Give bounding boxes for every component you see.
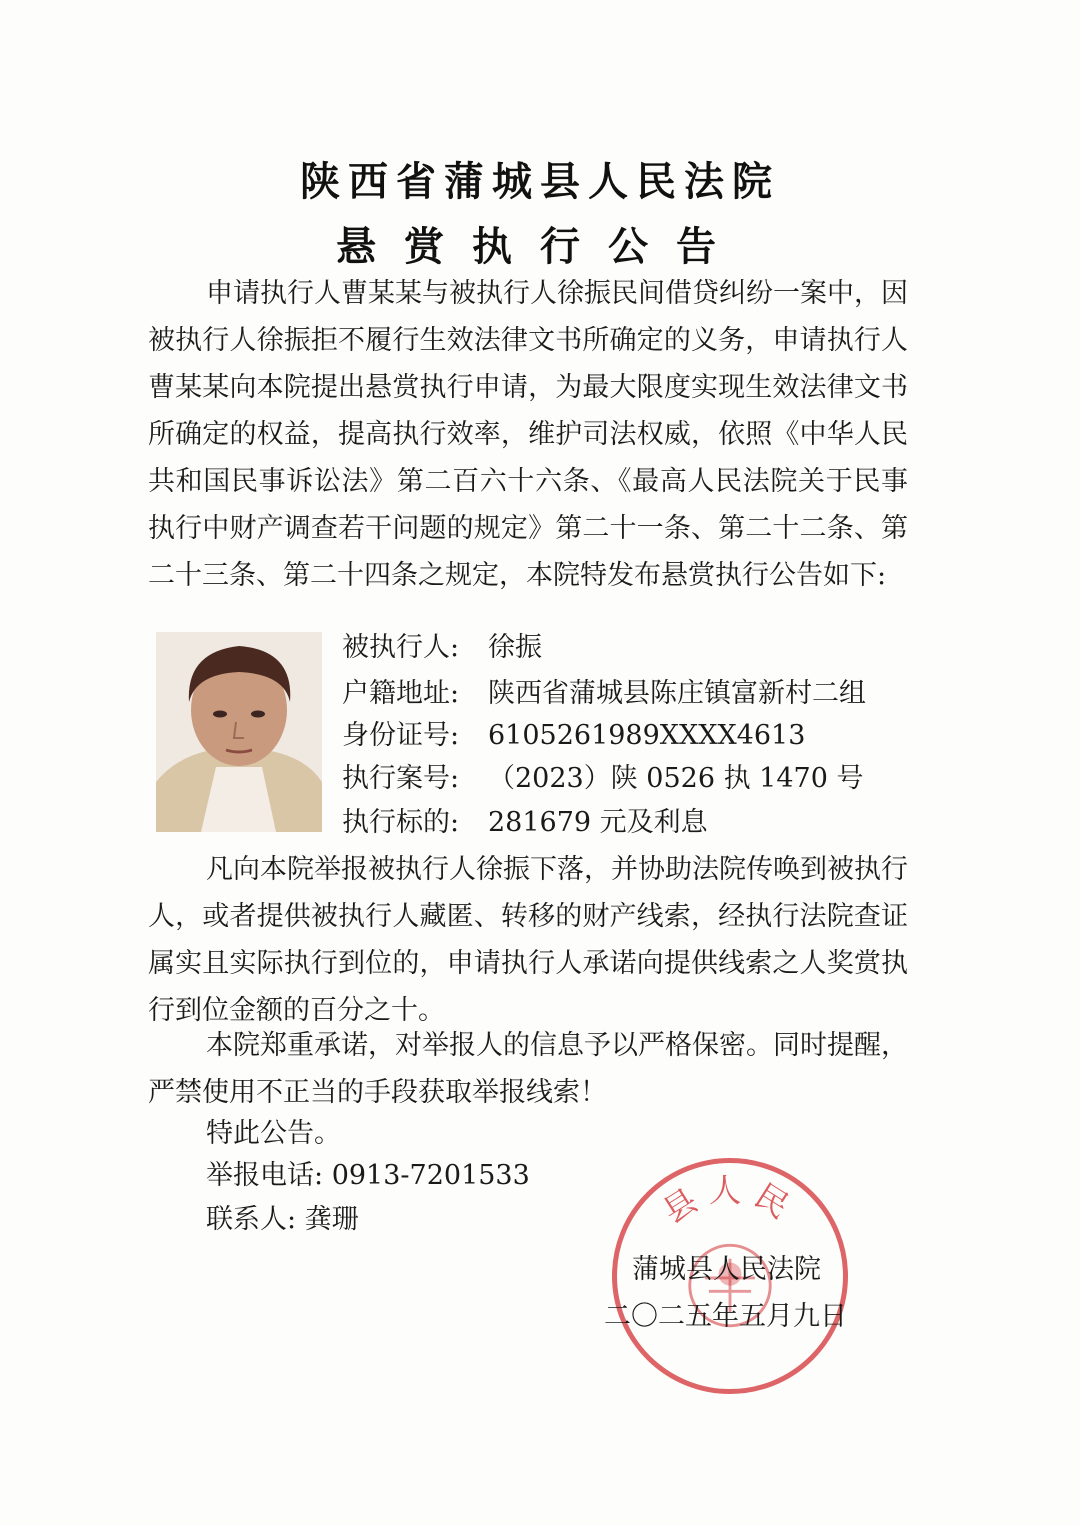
person-photo-icon [156, 632, 322, 832]
subject-photo [156, 632, 322, 832]
contact-row [206, 1200, 359, 1240]
phone-number: 0913-7201533 [331, 1160, 530, 1191]
amount-label: 执行标的: [342, 807, 460, 838]
court-title: 陕西省蒲城县人民法院 [300, 159, 780, 205]
notice-title: 悬赏执行公告 [336, 224, 744, 270]
privacy-paragraph: 本院郑重承诺，对举报人的信息予以严格保密。同时提醒，严禁使用不正当的手段获取举报线索！ [148, 1030, 908, 1108]
subject-name: 徐振 [488, 632, 542, 663]
closing-text: 特此公告。 [206, 1118, 341, 1149]
subject-id-row [342, 716, 805, 756]
signature-court: 蒲城县人民法院 [632, 1254, 821, 1285]
seal-arc-text: 县人民 [656, 1171, 804, 1231]
contact-label: 联系人: [206, 1204, 297, 1235]
intro-paragraph: 申请执行人曹某某与被执行人徐振民间借贷纠纷一案中，因被执行人徐振拒不履行生效法律文书所确定的义务，申请执行人曹某某向本院提出悬赏执行申请，为最大限度实现生效法律文书所确定的权益，提高执行效率，维护司法权威，依照《中华人民共和国民事诉讼法》第二百六十六条、《最高人民法院关于民事执行中财产调查若干问题的规定》第二十一条、第二十二条、第二十三条、第二十四条之规定，本院特发布悬赏执行公告如下: [148, 278, 908, 591]
subject-id-label: 身份证号: [342, 720, 460, 751]
case-number-row [342, 759, 863, 799]
svg-text:县人民 [656, 1171, 804, 1231]
subject-address-row [342, 674, 866, 714]
amount-row [342, 803, 708, 843]
phone-row [206, 1156, 530, 1196]
case-number: （2023）陕 0526 执 1470 号 [488, 763, 864, 794]
subject-id: 6105261989XXXX4613 [488, 720, 806, 751]
subject-name-label: 被执行人: [342, 632, 460, 663]
contact-person: 龚珊 [304, 1204, 359, 1235]
reward-paragraph: 凡向本院举报被执行人徐振下落，并协助法院传唤到被执行人，或者提供被执行人藏匿、转移的财产线索，经执行法院查证属实且实际执行到位的，申请执行人承诺向提供线索之人奖赏执行到位金额的百分之十。 [148, 854, 908, 1026]
subject-address: 陕西省蒲城县陈庄镇富新村二组 [488, 678, 866, 709]
subject-name-row [342, 628, 542, 668]
amount: 281679 元及利息 [488, 807, 708, 838]
phone-label: 举报电话: [206, 1160, 324, 1191]
signature-date: 二〇二五年五月九日 [604, 1301, 847, 1332]
case-number-label: 执行案号: [342, 763, 460, 794]
subject-address-label: 户籍地址: [342, 678, 460, 709]
